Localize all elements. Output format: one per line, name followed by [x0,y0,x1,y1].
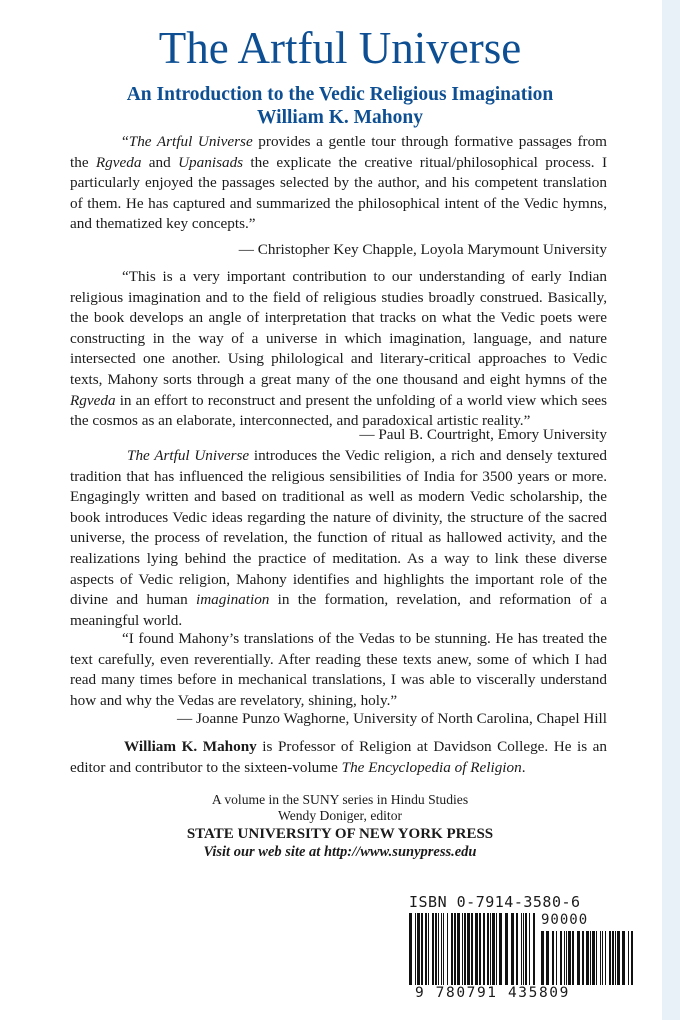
description-paragraph [70,446,607,631]
ean-number: 9 780791 435809 [415,985,570,1001]
italic-text: Rgveda [95,153,142,171]
ean-barcode [409,913,535,987]
barcode-bar [490,913,491,985]
barcode-bar [615,931,616,985]
bio-end: . [521,758,526,776]
barcode-bar [564,931,565,985]
text-run: in the formation, revelation, and reformation of a meaningful world. [70,591,607,629]
barcode-bar [612,931,614,985]
barcode-bar [600,931,601,985]
text-run: provides a gentle tour through formative passages from the [70,133,607,171]
press-website: Visit our web site at http://www.sunypress.edu [203,844,477,860]
barcode-bar [572,931,574,985]
barcode-bar [443,913,444,985]
barcode-bar [602,931,603,985]
isbn-label: ISBN 0-7914-3580-6 [409,893,581,911]
text-run: “ [122,133,129,150]
barcode-bar [421,913,423,985]
barcode-bar [464,913,466,985]
barcode-bar [596,931,597,985]
series-line: A volume in the SUNY series in Hindu Studies [211,792,469,807]
barcode-bar [529,913,530,985]
italic-text: imagination [195,591,270,609]
barcode-bar [487,913,489,985]
barcode-bar [605,931,606,985]
blurb-courtright [70,267,607,432]
barcode-bar [409,913,412,985]
barcode-bar [417,913,420,985]
italic-text: The Artful Universe [127,447,250,464]
barcode-bar [492,913,495,985]
barcode-bar [479,913,481,985]
barcode-bar [462,913,463,985]
barcode-bar [505,913,508,985]
barcode-bar [628,931,629,985]
series-editor: Wendy Doniger, editor [277,808,403,823]
italic-text: Upanisads [178,153,244,171]
barcode-bar [428,913,429,985]
barcode-bar [552,931,554,985]
barcode-bar [467,913,470,985]
barcode-bar [568,931,571,985]
barcode-bar [566,931,567,985]
barcode-bar [586,931,589,985]
text-run: in an effort to reconstruct and present the unfolding of a world view which sees the cosmos as an elaborate, interconnected, and paradoxical artistic reality.” [70,391,607,430]
barcode-bar [511,913,514,985]
barcode-bar [441,913,442,985]
barcode-bar [560,931,562,985]
barcode-bar [541,931,544,985]
barcode-bar [577,931,580,985]
book-subtitle: An Introduction to the Vedic Religious Imagination [126,84,554,105]
text-run: the explicate the creative ritual/philosophical process. I particularly enjoyed the passages selected by the author, and his competent translation of them. He has captured and summarized the philosophical intent of the Vedic hymns, and thematized key concepts.” [70,153,607,233]
barcode-bar [438,913,439,985]
barcode-bar [432,913,434,985]
addon-number: 90000 [541,912,589,928]
barcode-bar [592,931,595,985]
barcode-bar [451,913,453,985]
barcode-bar [546,931,549,985]
bio-name: William K. Mahony [124,738,257,755]
addon-barcode [541,931,633,987]
barcode-bar [523,913,524,985]
barcode-bar [609,931,611,985]
barcode-bar [622,931,625,985]
barcode-bar [533,913,535,985]
barcode-bar [415,913,416,985]
barcode-bar [617,931,620,985]
italic-text: The Artful Universe [128,133,253,150]
bio-work: The Encyclopedia of Religion [341,758,522,776]
barcode-bar [582,931,584,985]
italic-text: Rgveda [70,391,116,409]
barcode-bar [496,913,497,985]
blurb-waghorne [70,629,607,711]
barcode-bar [435,913,437,985]
book-author: William K. Mahony [257,107,423,128]
barcode-bar [516,913,518,985]
attribution-chapple: — Christopher Key Chapple, Loyola Marymount University [238,241,607,258]
barcode-bar [525,913,527,985]
text-run: introduces the Vedic religion, a rich and densely textured tradition that has influenced the religious sensibilities of India for 3500 years or more. Engagingly written and based on traditional as well as modern Vedic scholarship, the book introduces Vedic ideas regarding the nature of divinity, the structure of the sacred universe, the process of revelation, the function of ritual as hallowed activity, and the realizations lying behind the practice of meditation. As a way to link these diverse aspects of Vedic religion, Mahony identifies and highlights the important role of the divine and human [70,447,608,609]
attribution-waghorne: — Joanne Punzo Waghorne, University of North Carolina, Chapel Hill [177,710,607,727]
barcode-bar [483,913,485,985]
text-run: “I found Mahony’s translations of the Vedas to be stunning. He has treated the text carefully, even reverentially. After reading these texts anew, some of which I had read many times before in mechanical translations, I was able to viscerally understand how and why the Vedas are revelatory, shining, holy.” [70,630,607,709]
barcode-bar [471,913,473,985]
barcode-bar [521,913,522,985]
barcode-bar [447,913,448,985]
press-name: STATE UNIVERSITY OF NEW YORK PRESS [186,826,494,842]
barcode-bar [425,913,427,985]
book-title: The Artful Universe [158,23,522,73]
barcode-bar [475,913,478,985]
barcode-bar [590,931,591,985]
barcode-bar [457,913,460,985]
attribution-courtright: — Paul B. Courtright, Emory University [359,426,607,443]
barcode-bar [556,931,557,985]
barcode-bar [454,913,456,985]
barcode-bar [631,931,633,985]
bio-text: is Professor of Religion at Davidson College. He is an editor and contributor to the sixteen-volume [70,738,608,776]
barcode-bar [499,913,502,985]
author-bio [70,737,607,778]
text-run: and [141,153,179,171]
text-run: “This is a very important contribution to our understanding of early Indian religious imagination and to the field of religious studies broadly construed. Basically, the book develops an angle of interpretation that tracks on what the Vedic poets were constructing in the way of a universe in which imagination, language, and nature intersected one another. Using philological and literary-critical approaches to Vedic texts, Mahony sorts through a great many of the one thousand and eight hymns of the [70,268,607,388]
blurb-chapple [70,132,607,235]
